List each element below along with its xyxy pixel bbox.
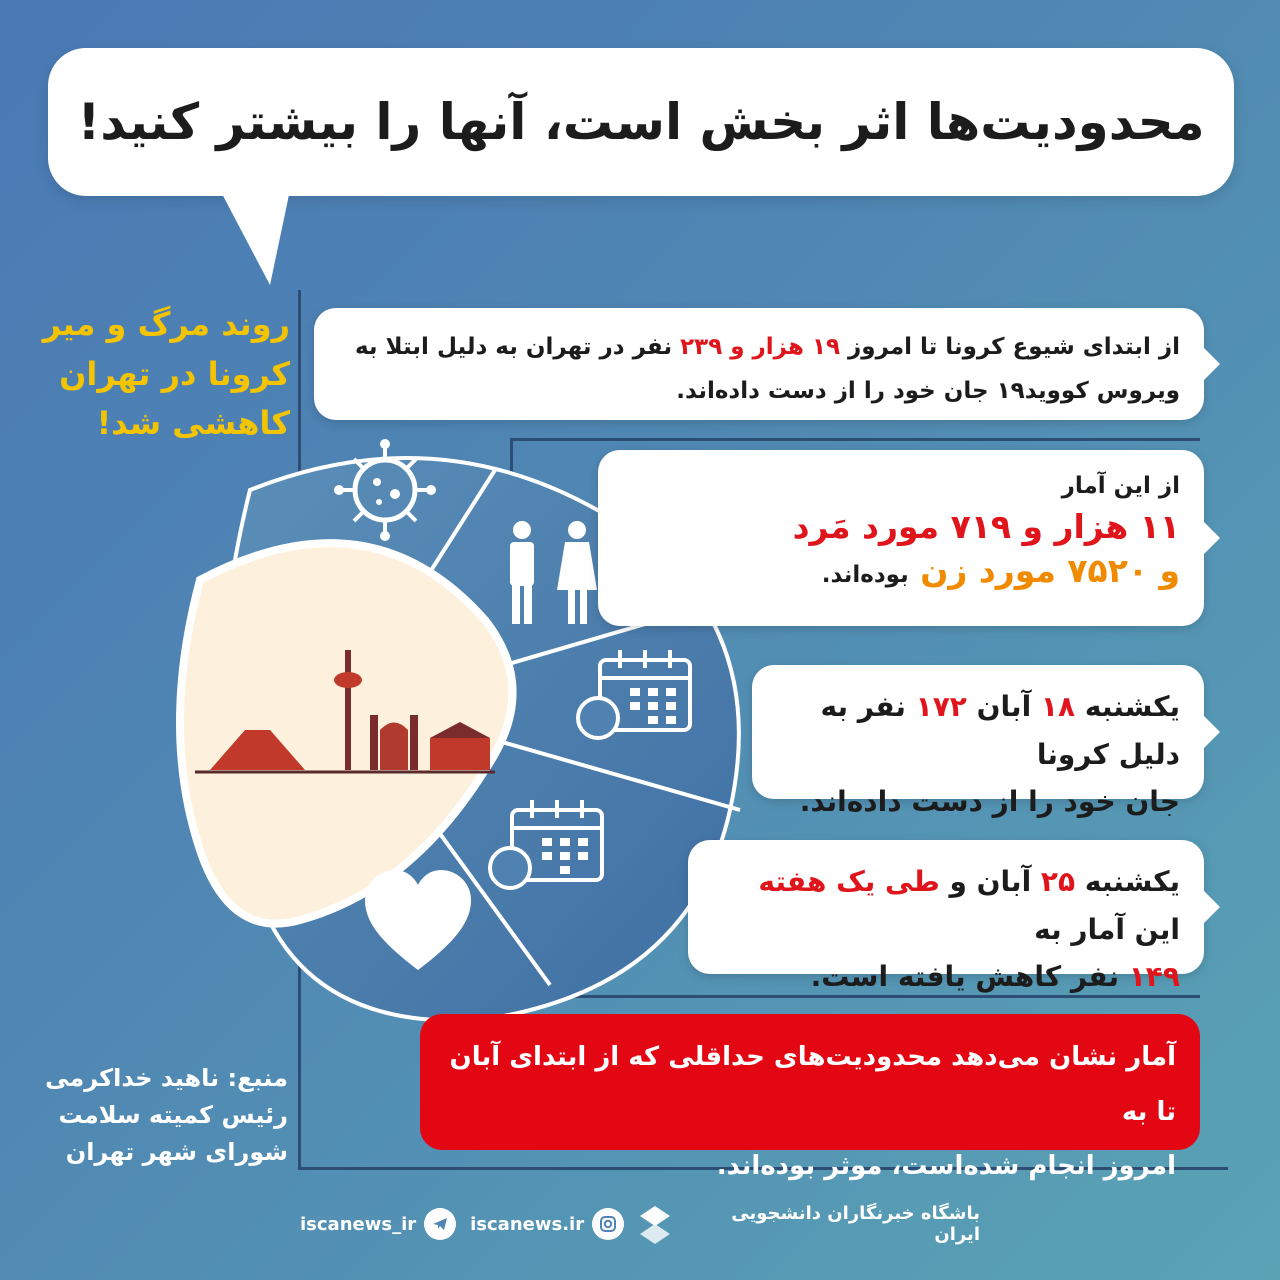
bubble-tail bbox=[220, 190, 290, 290]
source-line: شورای شهر تهران bbox=[65, 1138, 288, 1167]
card-text: یکشنبه bbox=[1084, 690, 1180, 723]
info-card-nov-8 bbox=[752, 665, 1204, 819]
conclusion-box bbox=[420, 1014, 1200, 1182]
card-text: از ابتدای شیوع کرونا تا امروز bbox=[848, 334, 1180, 360]
instagram-handle: iscanews.ir bbox=[470, 1213, 585, 1235]
title-bubble bbox=[48, 48, 1234, 196]
card-text: نفر به دلیل کرونا bbox=[820, 690, 1180, 771]
card-text: نفر کاهش یافته است. bbox=[810, 960, 1119, 994]
date-highlight: ۲۵ bbox=[1040, 865, 1076, 898]
info-card-total bbox=[314, 308, 1204, 420]
footer-instagram[interactable] bbox=[470, 1208, 624, 1240]
source-line: رئیس کمیته سلامت bbox=[58, 1101, 288, 1130]
agency-name: باشگاه خبرنگاران دانشجویی ایران bbox=[731, 1203, 980, 1245]
instagram-icon bbox=[592, 1208, 624, 1240]
side-heading-line: روند مرگ و میر bbox=[42, 305, 290, 343]
card-line bbox=[712, 953, 1180, 1001]
highlight-total: ۱۹ هزار و ۲۳۹ bbox=[680, 334, 841, 360]
info-card-gender bbox=[598, 450, 1204, 626]
card-text: یکشنبه bbox=[1084, 865, 1180, 898]
footer-telegram[interactable] bbox=[300, 1208, 456, 1240]
footer-agency bbox=[638, 1203, 980, 1245]
card-text: بوده‌اند. bbox=[821, 562, 909, 589]
women-line bbox=[622, 549, 1180, 594]
page-title: محدودیت‌ها اثر بخش است، آنها را بیشتر کنید! bbox=[77, 93, 1205, 151]
card-line bbox=[776, 683, 1180, 778]
side-heading-line: کرونا در تهران bbox=[59, 354, 290, 393]
conclusion-line: آمار نشان می‌دهد محدودیت‌های حداقلی که از ابتدای آبان تا به bbox=[449, 1042, 1176, 1127]
card-text: نفر در تهران به دلیل ابتلا به bbox=[354, 334, 673, 360]
telegram-icon bbox=[424, 1208, 456, 1240]
date-highlight: ۱۸ bbox=[1040, 690, 1076, 723]
info-card-nov-15 bbox=[688, 840, 1204, 994]
agency-logo-icon bbox=[638, 1204, 672, 1244]
week-highlight: طی یک هفته bbox=[758, 865, 940, 898]
card-line: جان خود را از دست داده‌اند. bbox=[799, 785, 1180, 819]
source-line: منبع: ناهید خداکرمی bbox=[45, 1064, 288, 1092]
card-line: ویروس کووید۱۹ جان خود را از دست داده‌اند. bbox=[676, 377, 1180, 404]
source-credit bbox=[36, 1060, 288, 1172]
count-highlight: ۱۷۲ bbox=[915, 690, 967, 723]
side-heading bbox=[30, 300, 290, 449]
conclusion-line: امروز انجام شده‌است، موثر بوده‌اند. bbox=[716, 1151, 1176, 1182]
card-text: آبان و bbox=[949, 865, 1032, 898]
card-line bbox=[338, 326, 1180, 370]
women-count: و ۷۵۲۰ مورد زن bbox=[920, 551, 1180, 591]
count-highlight: ۱۴۹ bbox=[1128, 960, 1180, 994]
telegram-handle: iscanews_ir bbox=[300, 1213, 417, 1235]
card-text: آبان bbox=[976, 690, 1032, 723]
card-line bbox=[712, 858, 1180, 953]
men-count: ۱۱ هزار و ۷۱۹ مورد مَرد bbox=[792, 506, 1180, 546]
footer bbox=[300, 1198, 980, 1250]
side-heading-line: کاهشی شد! bbox=[96, 404, 290, 443]
card-intro: از این آمار bbox=[1061, 473, 1180, 499]
card-text: این آمار به bbox=[1034, 912, 1180, 946]
